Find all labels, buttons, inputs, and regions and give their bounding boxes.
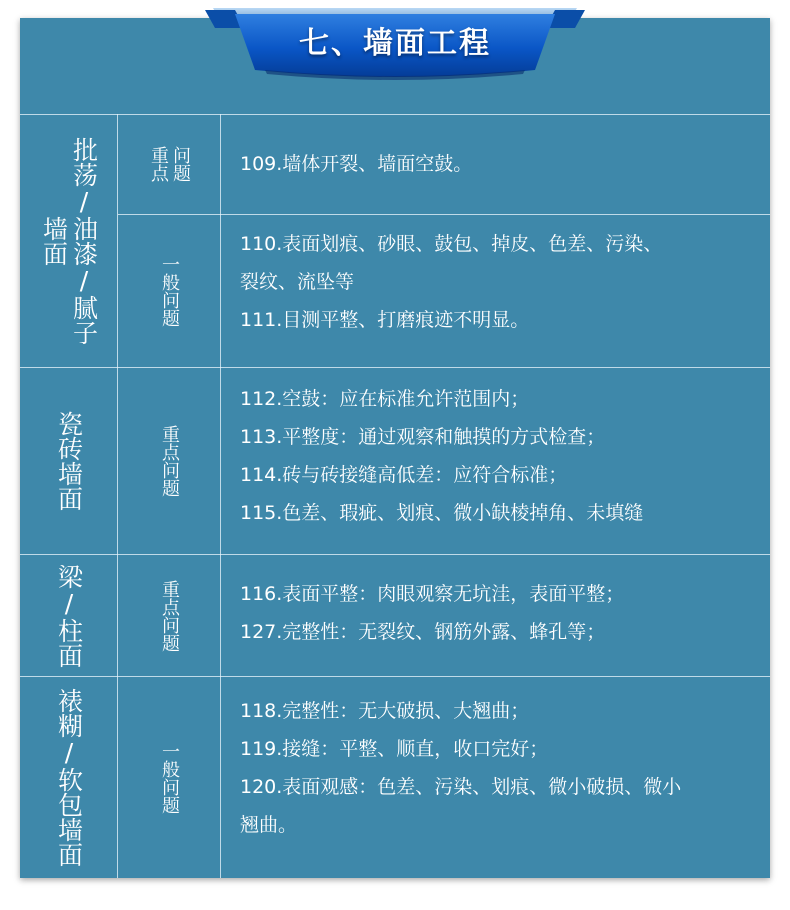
issue-item: 115.色差、瑕疵、划痕、微小缺棱掉角、未填缝	[240, 502, 644, 524]
issue-item: 翘曲。	[240, 814, 298, 836]
issue-item: 120.表面观感：色差、污染、划痕、微小破损、微小	[240, 776, 682, 798]
title-banner	[205, 4, 585, 82]
column-divider	[220, 114, 221, 878]
issue-type-cell	[118, 215, 220, 367]
issue-item: 110.表面划痕、砂眼、鼓包、掉皮、色差、污染、	[240, 233, 663, 255]
inspection-table	[20, 114, 770, 878]
issue-item: 109.墙体开裂、墙面空鼓。	[240, 153, 473, 175]
issue-list	[240, 145, 760, 183]
issue-list	[240, 692, 760, 844]
category-cell	[20, 114, 117, 367]
issue-type-cell	[118, 114, 220, 214]
issue-item: 116.表面平整：肉眼观察无坑洼，表面平整；	[240, 583, 625, 605]
category-label: 裱糊/软包墙面	[54, 688, 84, 867]
issue-type-label: 一般问题	[159, 255, 180, 327]
issue-list	[240, 225, 760, 339]
issue-item: 111.目测平整、打磨痕迹不明显。	[240, 309, 530, 331]
category-cell	[20, 555, 117, 676]
issue-list	[240, 380, 760, 532]
issue-type-cell	[118, 368, 220, 554]
category-label: 批荡/油漆/腻子墙面	[39, 136, 99, 345]
issue-item: 127.完整性：无裂纹、钢筋外露、蜂孔等；	[240, 621, 606, 643]
issue-item: 112.空鼓：应在标准允许范围内；	[240, 388, 530, 410]
issue-item: 119.接缝：平整、顺直，收口完好；	[240, 738, 549, 760]
category-cell	[20, 368, 117, 554]
issue-item: 113.平整度：通过观察和触摸的方式检查；	[240, 426, 606, 448]
issue-item: 裂纹、流坠等	[240, 271, 355, 293]
issue-item: 114.砖与砖接缝高低差：应符合标准；	[240, 464, 568, 486]
issue-type-cell	[118, 555, 220, 676]
category-label: 瓷砖墙面	[54, 411, 84, 511]
issue-list	[240, 575, 760, 651]
page-title: 七、墙面工程	[299, 26, 491, 61]
category-label: 梁/柱面	[54, 563, 84, 668]
issue-type-label: 重点问题	[159, 425, 180, 497]
issue-type-label: 问题重点	[148, 146, 191, 182]
category-cell	[20, 677, 117, 878]
issue-type-cell	[118, 677, 220, 878]
issue-type-label: 重点问题	[159, 579, 180, 652]
issue-item: 118.完整性：无大破损、大翘曲；	[240, 700, 530, 722]
issue-type-label: 一般问题	[159, 741, 180, 814]
